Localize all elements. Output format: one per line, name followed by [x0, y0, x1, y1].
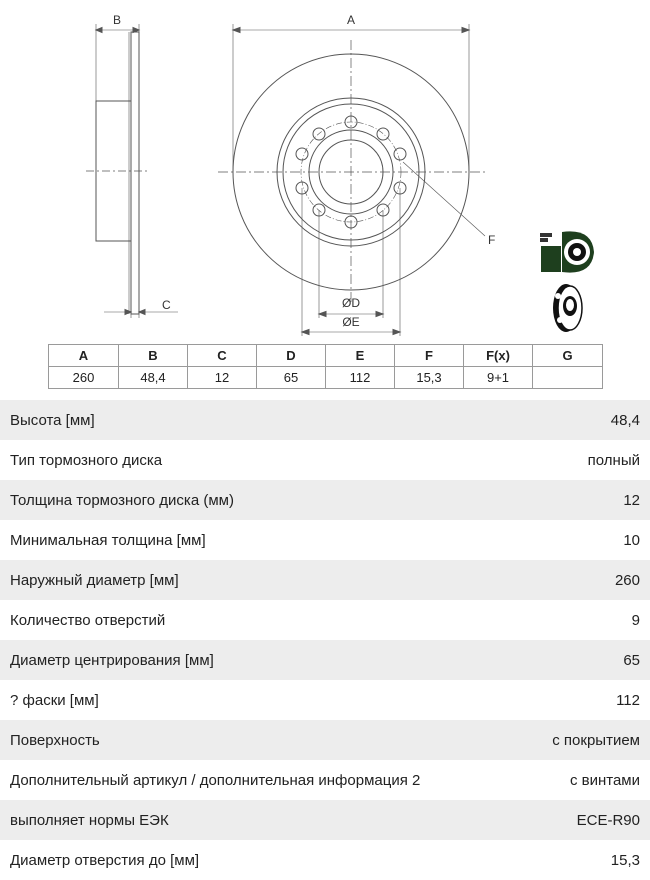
dim-header-cell: G: [533, 345, 603, 367]
dim-value-cell: 12: [188, 367, 257, 389]
label-e: ØE: [342, 315, 360, 329]
label-c: C: [162, 298, 171, 312]
dimensions-table: [48, 344, 603, 389]
label-f: F: [488, 233, 496, 247]
dim-value-cell: 15,3: [395, 367, 464, 389]
spec-label: Дополнительный артикул / дополнительная информация 2: [10, 771, 421, 789]
spec-label: Поверхность: [10, 731, 100, 749]
hub-pictogram-icon: [540, 231, 594, 272]
label-d: ØD: [342, 296, 360, 310]
dim-header-cell: D: [257, 345, 326, 367]
dim-value-cell: 9+1: [464, 367, 533, 389]
spec-row-additional-info: [0, 760, 650, 800]
spec-value: 112: [616, 691, 640, 709]
spec-row-hole-count: [0, 600, 650, 640]
side-view: [86, 24, 178, 318]
dim-header-cell: C: [188, 345, 257, 367]
spec-row-centering-diameter: [0, 640, 650, 680]
spec-row-surface: [0, 720, 650, 760]
dim-header-cell: F: [395, 345, 464, 367]
dim-header-cell: F(x): [464, 345, 533, 367]
label-b: B: [112, 13, 122, 27]
spec-row-disc-thickness: [0, 480, 650, 520]
technical-drawing: [0, 0, 650, 340]
spec-value: полный: [587, 451, 640, 469]
spec-value: с винтами: [569, 771, 640, 789]
label-a: A: [346, 13, 356, 27]
spec-row-ece-norms: [0, 800, 650, 840]
brake-disc-drawing: [0, 0, 650, 340]
spec-label: ? фаски [мм]: [10, 691, 99, 709]
dim-header-cell: A: [49, 345, 119, 367]
dim-header-cell: B: [119, 345, 188, 367]
spec-row-outer-diameter: [0, 560, 650, 600]
front-view: [218, 24, 486, 336]
spec-label: Диаметр центрирования [мм]: [10, 651, 214, 669]
spec-label: выполняет нормы ЕЭК: [10, 811, 169, 829]
spec-value: ECE-R90: [576, 811, 640, 829]
spec-row-hole-diameter: [0, 840, 650, 880]
spec-label: Количество отверстий: [10, 611, 166, 629]
spec-label: Высота [мм]: [10, 411, 95, 429]
spec-value: 10: [623, 531, 640, 549]
specs-list: [0, 400, 650, 880]
spec-label: Диаметр отверстия до [мм]: [10, 851, 200, 869]
spec-row-disc-type: [0, 440, 650, 480]
dim-value-cell: [533, 367, 603, 389]
spec-row-height: [0, 400, 650, 440]
spec-value: с покрытием: [552, 731, 640, 749]
dim-value-cell: 48,4: [119, 367, 188, 389]
spec-label: Тип тормозного диска: [10, 451, 163, 469]
spec-row-min-thickness: [0, 520, 650, 560]
spec-value: 65: [623, 651, 640, 669]
spec-value: 12: [623, 491, 640, 509]
spec-label: Минимальная толщина [мм]: [10, 531, 206, 549]
disc-pictogram-icon: [553, 284, 582, 332]
spec-label: Толщина тормозного диска (мм): [10, 491, 234, 509]
dim-header-cell: E: [326, 345, 395, 367]
spec-value: 260: [614, 571, 640, 589]
spec-value: 15,3: [610, 851, 640, 869]
dimensions-value-row: [49, 367, 603, 389]
dimensions-header-row: [49, 345, 603, 367]
dim-value-cell: 112: [326, 367, 395, 389]
spec-label: Наружный диаметр [мм]: [10, 571, 179, 589]
dim-value-cell: 260: [49, 367, 119, 389]
spec-value: 48,4: [610, 411, 640, 429]
spec-row-chamfer: [0, 680, 650, 720]
spec-value: 9: [631, 611, 640, 629]
dim-value-cell: 65: [257, 367, 326, 389]
